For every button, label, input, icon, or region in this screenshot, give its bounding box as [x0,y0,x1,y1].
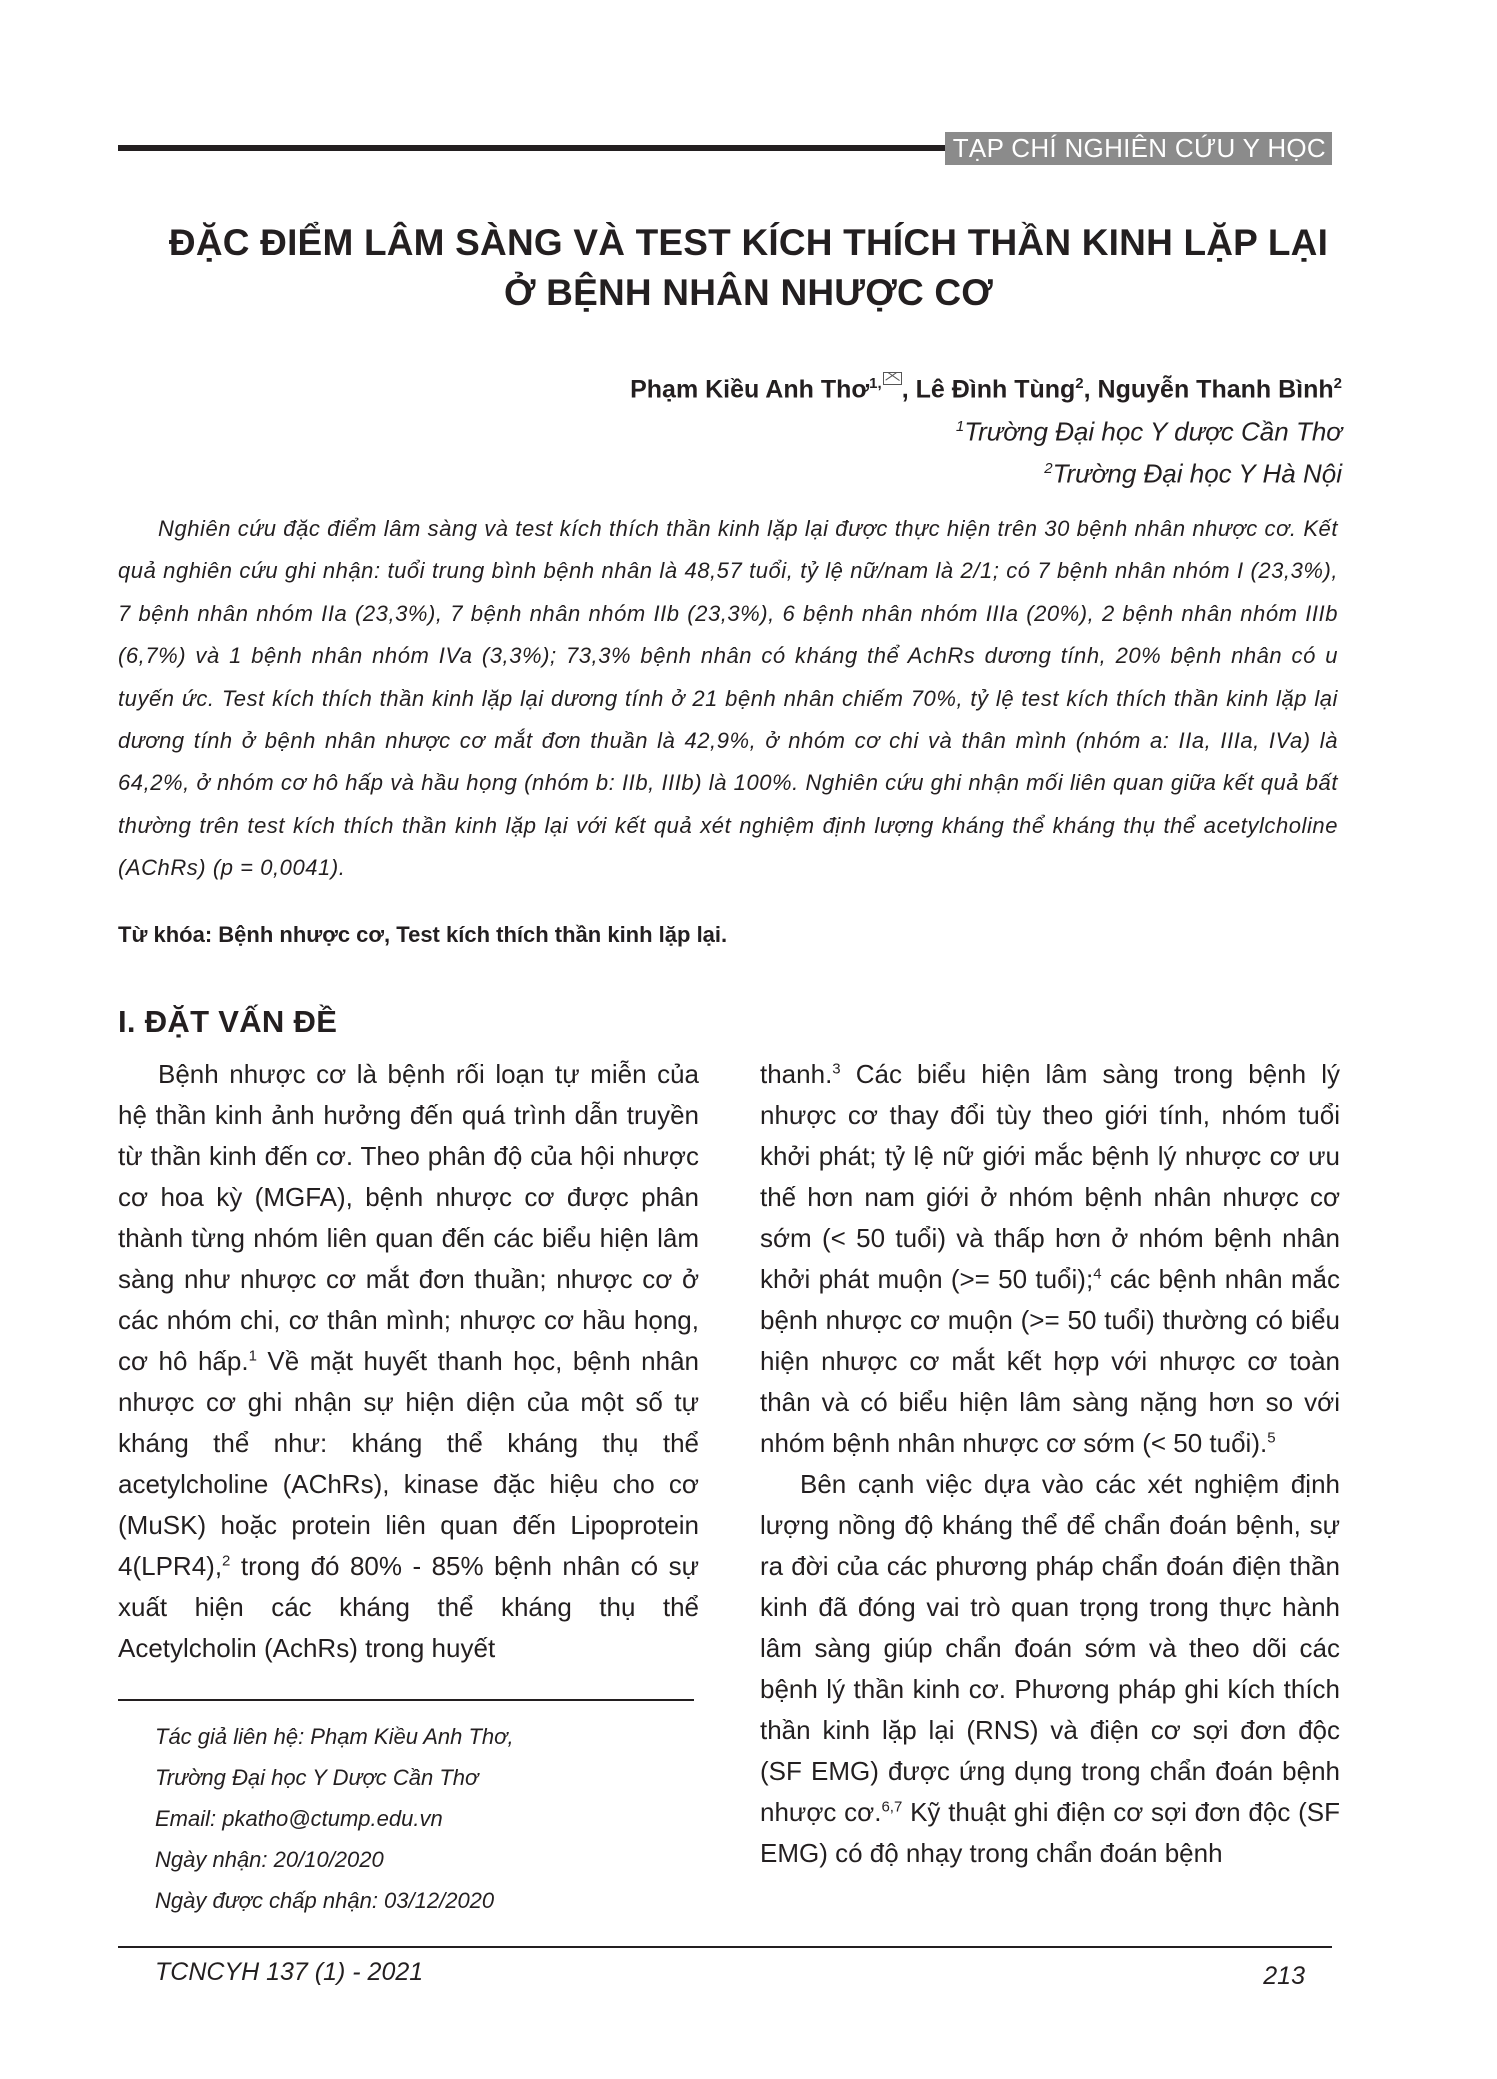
author-3: Nguyễn Thanh Bình [1097,375,1334,404]
footnote-rule [118,1699,694,1701]
right-paragraph-1 [760,1054,1340,1464]
article-title [100,218,1397,318]
title-line-2: Ở BỆNH NHÂN NHƯỢC CƠ [503,272,994,313]
right-column [760,1054,1340,1874]
mail-icon [883,372,902,385]
citation: 1 [248,1347,257,1365]
right-paragraph-2 [760,1464,1340,1874]
text-segment: trong đó 80% - 85% bệnh nhân có sự xuất hiện các kháng thể kháng thụ thể Acetylcholin (AchRs) trong huyết [118,1551,699,1663]
abstract: Nghiên cứu đặc điểm lâm sàng và test kích thích thần kinh lặp lại được thực hiện trên 30 bệnh nhân nhược cơ. Kết quả nghiên cứu ghi nhận: tuổi trung bình bệnh nhân là 48,57 tuổi, tỷ lệ nữ/nam là 2/1; có 7 bệnh nhân nhóm I (23,3%), 7 bệnh nhân nhóm IIa (23,3%), 7 bệnh nhân nhóm IIb (23,3%), 6 bệnh nhân nhóm IIIa (20%), 2 bệnh nhân nhóm IIIb (6,7%) và 1 bệnh nhân nhóm IVa (3,3%); 73,3% bệnh nhân có kháng thể AchRs dương tính, 20% bệnh nhân có u tuyến ức. Test kích thích thần kinh lặp lại dương tính ở 21 bệnh nhân chiếm 70%, tỷ lệ test kích thích thần kinh lặp lại dương tính ở bệnh nhân nhược cơ mắt đơn thuần là 42,9%, ở nhóm cơ chi và thân mình (nhóm a: IIa, IIIa, IVa) là 64,2%, ở nhóm cơ hô hấp và hầu họng (nhóm b: IIb, IIIb) là 100%. Nghiên cứu ghi nhận mối liên quan giữa kết quả bất thường trên test kích thích thần kinh lặp lại với kết quả xét nghiệm định lượng kháng thể kháng thụ thể acetylcholine (AChRs) (p = 0,0041). [118,516,1338,881]
citation: 4 [1093,1265,1102,1283]
affiliation-2-name: Trường Đại học Y Hà Nội [1052,458,1342,489]
footer-rule [118,1946,1332,1948]
journal-name: TẠP CHÍ NGHIÊN CỨU Y HỌC [945,132,1332,165]
citation: 6,7 [881,1798,903,1816]
text-segment: Các biểu hiện lâm sàng trong bệnh lý nhược cơ thay đổi tùy theo giới tính, nhóm tuổi khởi phát; tỷ lệ nữ giới mắc bệnh lý nhược cơ ưu thế hơn nam giới ở nhóm bệnh nhân nhược cơ sớm (< 50 tuổi) và thấp hơn ở nhóm bệnh nhân khởi phát muộn (>= 50 tuổi); [760,1059,1340,1294]
footer-journal-issue: TCNCYH 137 (1) - 2021 [155,1958,424,1986]
text-segment: Bên cạnh việc dựa vào các xét nghiệm định lượng nồng độ kháng thể để chẩn đoán bệnh, sự ra đời của các phương pháp chẩn đoán điện thần kinh đã đóng vai trò quan trọng trong thực hành lâm sàng giúp chẩn đoán sớm và theo dõi các bệnh lý thần kinh cơ. Phương pháp ghi kích thích thần kinh lặp lại (RNS) và điện cơ sợi đơn độc (SF EMG) được ứng dụng trong chẩn đoán bệnh nhược cơ. [760,1469,1340,1827]
note-institution: Trường Đại học Y Dược Cần Thơ [155,1765,479,1790]
author-2-affil: 2 [1075,375,1084,392]
author-2: Lê Đình Tùng [915,375,1076,404]
text-segment: thanh. [760,1059,833,1089]
author-1-affil: 1, [869,375,882,392]
title-line-1: ĐẶC ĐIỂM LÂM SÀNG VÀ TEST KÍCH THÍCH THẦN KINH LẶP LẠI [168,222,1329,263]
author-sep-1: , [901,375,916,404]
page-number: 213 [1263,1962,1305,1990]
keywords: Từ khóa: Bệnh nhược cơ, Test kích thích thần kinh lặp lại. [118,922,728,947]
text-segment: các bệnh nhân mắc bệnh nhược cơ muộn (>= 50 tuổi) thường có biểu hiện nhược cơ mắt kết hợp với nhược cơ toàn thân và có biểu hiện lâm sàng nặng hơn so với nhóm bệnh nhân nhược cơ sớm (< 50 tuổi). [760,1264,1340,1458]
left-column [118,1054,699,1669]
citation: 2 [222,1552,231,1570]
affiliation-1-number: 1 [955,418,965,435]
author-1: Phạm Kiều Anh Thơ [630,375,870,404]
affiliation-2 [1044,452,1342,491]
citation: 5 [1267,1429,1276,1447]
affiliation-1 [956,410,1342,449]
affiliation-1-name: Trường Đại học Y dược Cần Thơ [964,416,1342,447]
text-segment: Bệnh nhược cơ là bệnh rối loạn tự miễn của hệ thần kinh ảnh hưởng đến quá trình dẫn truyền từ thần kinh đến cơ. Theo phân độ của hội nhược cơ hoa kỳ (MGFA), bệnh nhược cơ được phân thành từng nhóm liên quan đến các biểu hiện lâm sàng như nhược cơ mắt đơn thuần; nhược cơ ở các nhóm chi, cơ thân mình; nhược cơ hầu họng, cơ hô hấp. [118,1059,699,1376]
text-segment: Về mặt huyết thanh học, bệnh nhân nhược cơ ghi nhận sự hiện diện của một số tự kháng thể như: kháng thể kháng thụ thể acetylcholine (AChRs), kinase đặc hiệu cho cơ (MuSK) hoặc protein liên quan đến Lipoprotein 4(LPR4), [118,1346,699,1581]
text-segment: Kỹ thuật ghi điện cơ sợi đơn độc (SF EMG) có độ nhạy trong chẩn đoán bệnh [760,1797,1340,1868]
note-accepted: Ngày được chấp nhận: 03/12/2020 [155,1888,495,1913]
affiliation-2-number: 2 [1044,460,1053,477]
section-heading: I. ĐẶT VẤN ĐỀ [118,1004,338,1039]
author-list [630,364,1342,409]
note-email: Email: pkatho@ctump.edu.vn [155,1806,443,1831]
note-author: Tác giả liên hệ: Phạm Kiều Anh Thơ, [155,1724,514,1749]
author-3-affil: 2 [1333,375,1342,392]
citation: 3 [832,1060,841,1078]
left-paragraph [118,1054,699,1669]
correspondence-notes [155,1716,514,1921]
note-received: Ngày nhận: 20/10/2020 [155,1847,384,1872]
author-sep-2: , [1083,375,1098,404]
